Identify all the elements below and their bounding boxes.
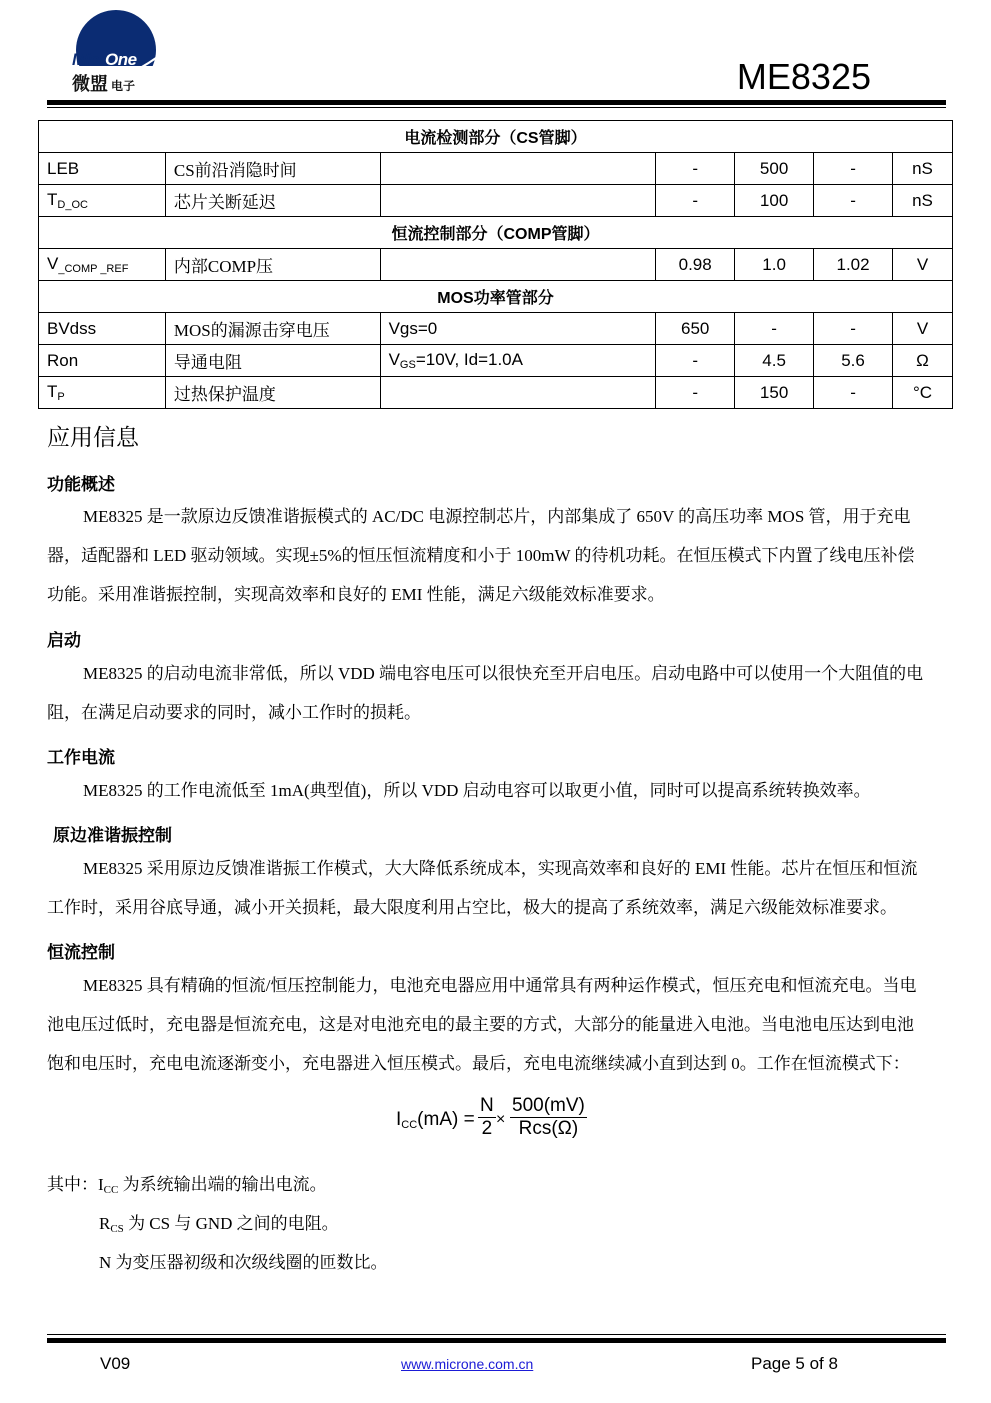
paragraph-startup: ME8325 的启动电流非常低，所以 VDD 端电容电压可以很快充至开启电压。启动电路中可以使用一个大阻值的电 阻，在满足启动要求的同时，减小工作时的损耗。 [47, 664, 924, 722]
table-section-row [39, 281, 953, 313]
section-title: 应用信息 [47, 424, 139, 450]
cell-unit: °C [893, 377, 953, 409]
cell-min: - [656, 345, 735, 377]
cell-cond [380, 377, 656, 409]
note-icc: 其中：$I_{CC}$ 为系统输出端的输出电流。 [47, 1175, 327, 1196]
cell-symbol: $T_{D\_OC}$ [39, 185, 166, 217]
paragraph-operating-current: ME8325 的工作电流低至 1mA(典型值)，所以 VDD 启动电容可以取更小值，同时可以提高系统转换效率。 [83, 781, 871, 800]
heading-qr-control: 原边准谐振控制 [53, 826, 172, 845]
cell-cond: $V_{GS}=10V$, Id=1.0A [380, 345, 656, 377]
formula-fraction-n: $\frac{N}{2}$ [480, 1095, 494, 1139]
logo-text-en: MicrOne [72, 50, 137, 69]
footer-rule-thick [47, 1338, 946, 1343]
cell-typ: - [735, 313, 814, 345]
formula-times: × [496, 1111, 506, 1128]
cell-typ: 100 [735, 185, 814, 217]
paragraph-cc-control: ME8325 具有精确的恒流/恒压控制能力，电池充电器应用中通常具有两种运作模式，恒压充电和恒流充电。当电 池电压过低时，充电器是恒流充电，这是对电池充电的最主要的方式，大部分的能量进入电池。当电池电压达到电池 饱和电压时，充电电流逐渐变小，充电器进入恒压模式。最后，充电电流继续减小直到达到 0。工作在恒流模式下： [47, 976, 917, 1073]
cell-desc: MOS的漏源击穿电压 [165, 313, 380, 345]
note-n: N 为变压器初级和次级线圈的匝数比。 [99, 1253, 388, 1272]
section-cs-heading: 电流检测部分（CS管脚） [39, 121, 953, 153]
cell-unit: Ω [893, 345, 953, 377]
section-mos-heading: MOS功率管部分 [39, 281, 953, 313]
cell-min: 0.98 [656, 249, 735, 281]
cell-typ: 4.5 [735, 345, 814, 377]
cell-symbol: $T_P$ [39, 377, 166, 409]
section-comp-heading: 恒流控制部分（COMP管脚） [39, 217, 953, 249]
cell-cond [380, 249, 656, 281]
header-rule-thin [47, 107, 946, 108]
formula-lhs: $I_{CC}(mA)$ = [396, 1109, 475, 1131]
cell-cond [380, 185, 656, 217]
cell-cond: Vgs=0 [380, 313, 656, 345]
cell-symbol: $V_{\_COMP \_REF}$ [39, 249, 166, 281]
cell-max: - [814, 377, 893, 409]
cell-symbol: LEB [39, 153, 166, 185]
cell-symbol: BVdss [39, 313, 166, 345]
cell-typ: 150 [735, 377, 814, 409]
paragraph-overview: ME8325 是一款原边反馈准谐振模式的 AC/DC 电源控制芯片，内部集成了 650V 的高压功率 MOS 管，用于充电 器，适配器和 LED 驱动领域。实现±5%的恒压恒流精度和小于 100mW 的待机功耗。在恒压模式下内置了线电压补偿 功能。采用准谐振控制，实现高效率和良好的 EMI 性能，满足六级能效标准要求。 [47, 507, 915, 604]
table-row [39, 185, 953, 217]
document-title: ME8325 [736, 56, 871, 97]
heading-overview: 功能概述 [47, 475, 115, 494]
cell-max: - [814, 313, 893, 345]
paragraph-qr-control: ME8325 采用原边反馈准谐振工作模式，大大降低系统成本，实现高效率和良好的 EMI 性能。芯片在恒压和恒流 工作时，采用谷底导通，减小开关损耗，最大限度利用占空比，极大的提高了系统效率，满足六级能效标准要求。 [47, 859, 918, 917]
cell-desc: 导通电阻 [165, 345, 380, 377]
cell-min: - [656, 185, 735, 217]
cell-unit: V [893, 313, 953, 345]
cell-max: 5.6 [814, 345, 893, 377]
electrical-spec-table [38, 120, 953, 409]
cell-max: 1.02 [814, 249, 893, 281]
footer-website[interactable] [401, 1354, 533, 1374]
cell-min: 650 [656, 313, 735, 345]
cell-min: - [656, 377, 735, 409]
cell-desc: 芯片关断延迟 [165, 185, 380, 217]
formula-fraction-rcs: 500(mV) Rcs(Ω) [512, 1095, 585, 1139]
logo-text-cn: 微盟 电子 [72, 74, 136, 94]
cell-max: - [814, 185, 893, 217]
table-row [39, 377, 953, 409]
heading-operating-current: 工作电流 [47, 748, 115, 767]
footer-rule-thin [47, 1334, 946, 1335]
table-row [39, 153, 953, 185]
table-row [39, 249, 953, 281]
heading-startup: 启动 [47, 631, 81, 650]
cell-max: - [814, 153, 893, 185]
note-rcs: $R_{CS}$ 为 CS 与 GND 之间的电阻。 [99, 1214, 339, 1235]
cell-unit: V [893, 249, 953, 281]
cell-cond [380, 153, 656, 185]
cell-min: - [656, 153, 735, 185]
cell-symbol: Ron [39, 345, 166, 377]
company-logo [66, 8, 166, 92]
cell-desc: CS前沿消隐时间 [165, 153, 380, 185]
heading-cc-control: 恒流控制 [47, 943, 115, 962]
cell-unit: nS [893, 185, 953, 217]
website-link[interactable]: www.microne.com.cn [401, 1356, 534, 1372]
table-row [39, 313, 953, 345]
cell-unit: nS [893, 153, 953, 185]
footer-version: V09 [100, 1354, 131, 1373]
cell-desc: 内部COMP压 [165, 249, 380, 281]
table-section-row [39, 121, 953, 153]
cell-desc: 过热保护温度 [165, 377, 380, 409]
cell-typ: 1.0 [735, 249, 814, 281]
cell-typ: 500 [735, 153, 814, 185]
header-rule-thick [47, 100, 946, 105]
table-row [39, 345, 953, 377]
table-section-row [39, 217, 953, 249]
footer-page-number: Page 5 of 8 [751, 1354, 838, 1373]
